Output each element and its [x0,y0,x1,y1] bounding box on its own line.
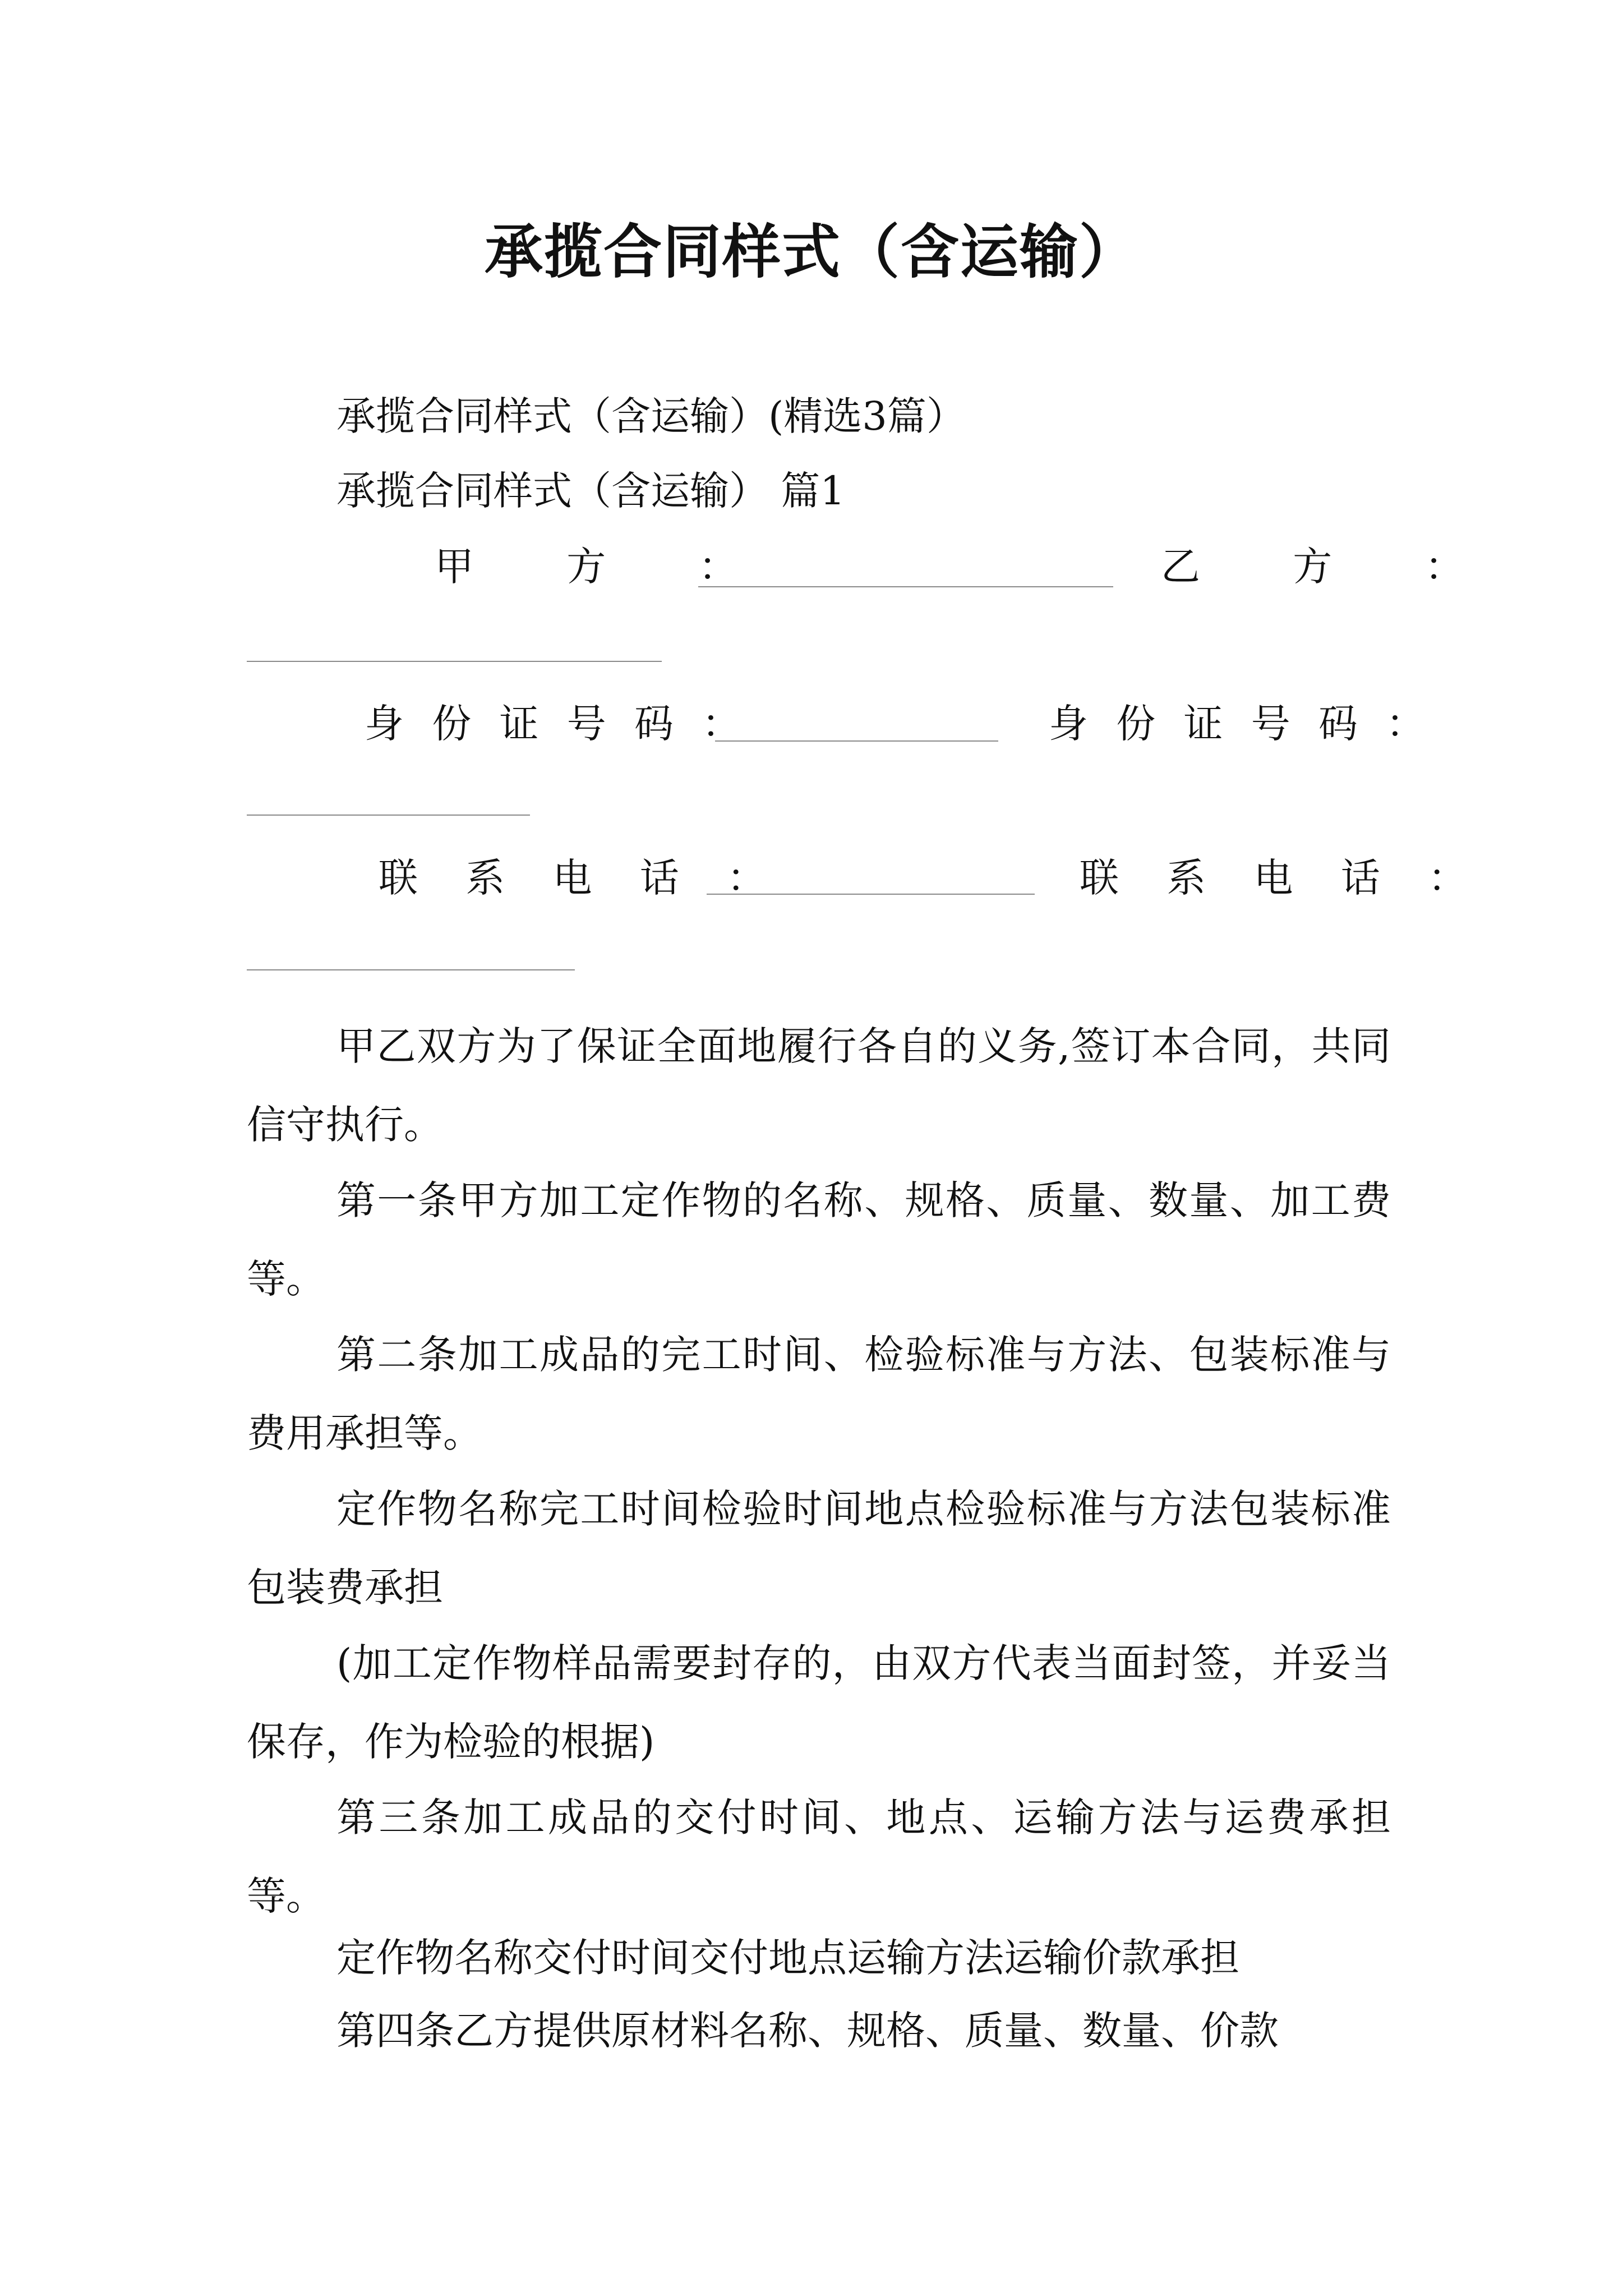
party-a-phone-label: 联 系 电 话 ： [379,855,784,901]
party-b-blank [247,661,662,662]
party-b-id-blank [247,815,530,816]
party-a-blank [698,586,1113,587]
paragraph-table-header-2: 定作物名称交付时间交付地点运输方法运输价款承担 [336,1935,1239,1981]
paragraph-article-1: 第一条甲方加工定作物的名称、规格、质量、数量、加工费等。 [247,1177,1391,1302]
paragraph-article-2: 第二条加工成品的完工时间、检验标准与方法、包装标准与费用承担等。 [247,1332,1391,1456]
party-b-id-label: 身 份 证 号 码 ： [1049,701,1433,747]
document-subtitle: 承揽合同样式（含运输）(精选3篇） [336,393,966,439]
paragraph-article-3: 第三条加工成品的交付时间、地点、运输方法与运费承担等。 [247,1795,1391,1919]
party-a-id-label: 身 份 证 号 码 ： [365,701,749,747]
party-a-id-blank [715,740,998,742]
paragraph-sample-note: (加工定作物样品需要封存的，由双方代表当面封签，并妥当保存，作为检验的根据) [247,1640,1391,1765]
party-b-label: 乙 方 ： [1161,544,1491,590]
party-a-label: 甲 方 ： [435,544,764,590]
paragraph-article-4: 第四条乙方提供原材料名称、规格、质量、数量、价款 [336,2008,1279,2054]
party-a-phone-blank [707,894,1035,895]
paragraph-table-header-1: 定作物名称完工时间检验时间地点检验标准与方法包装标准包装费承担 [247,1486,1391,1611]
party-b-phone-label: 联 系 电 话 ： [1080,855,1485,901]
party-b-phone-blank [247,969,575,970]
document-title: 承揽合同样式（含运输） [484,218,1138,286]
section-heading: 承揽合同样式（含运输） 篇1 [336,468,845,514]
paragraph-preamble: 甲乙双方为了保证全面地履行各自的义务,签订本合同，共同信守执行。 [247,1023,1391,1148]
